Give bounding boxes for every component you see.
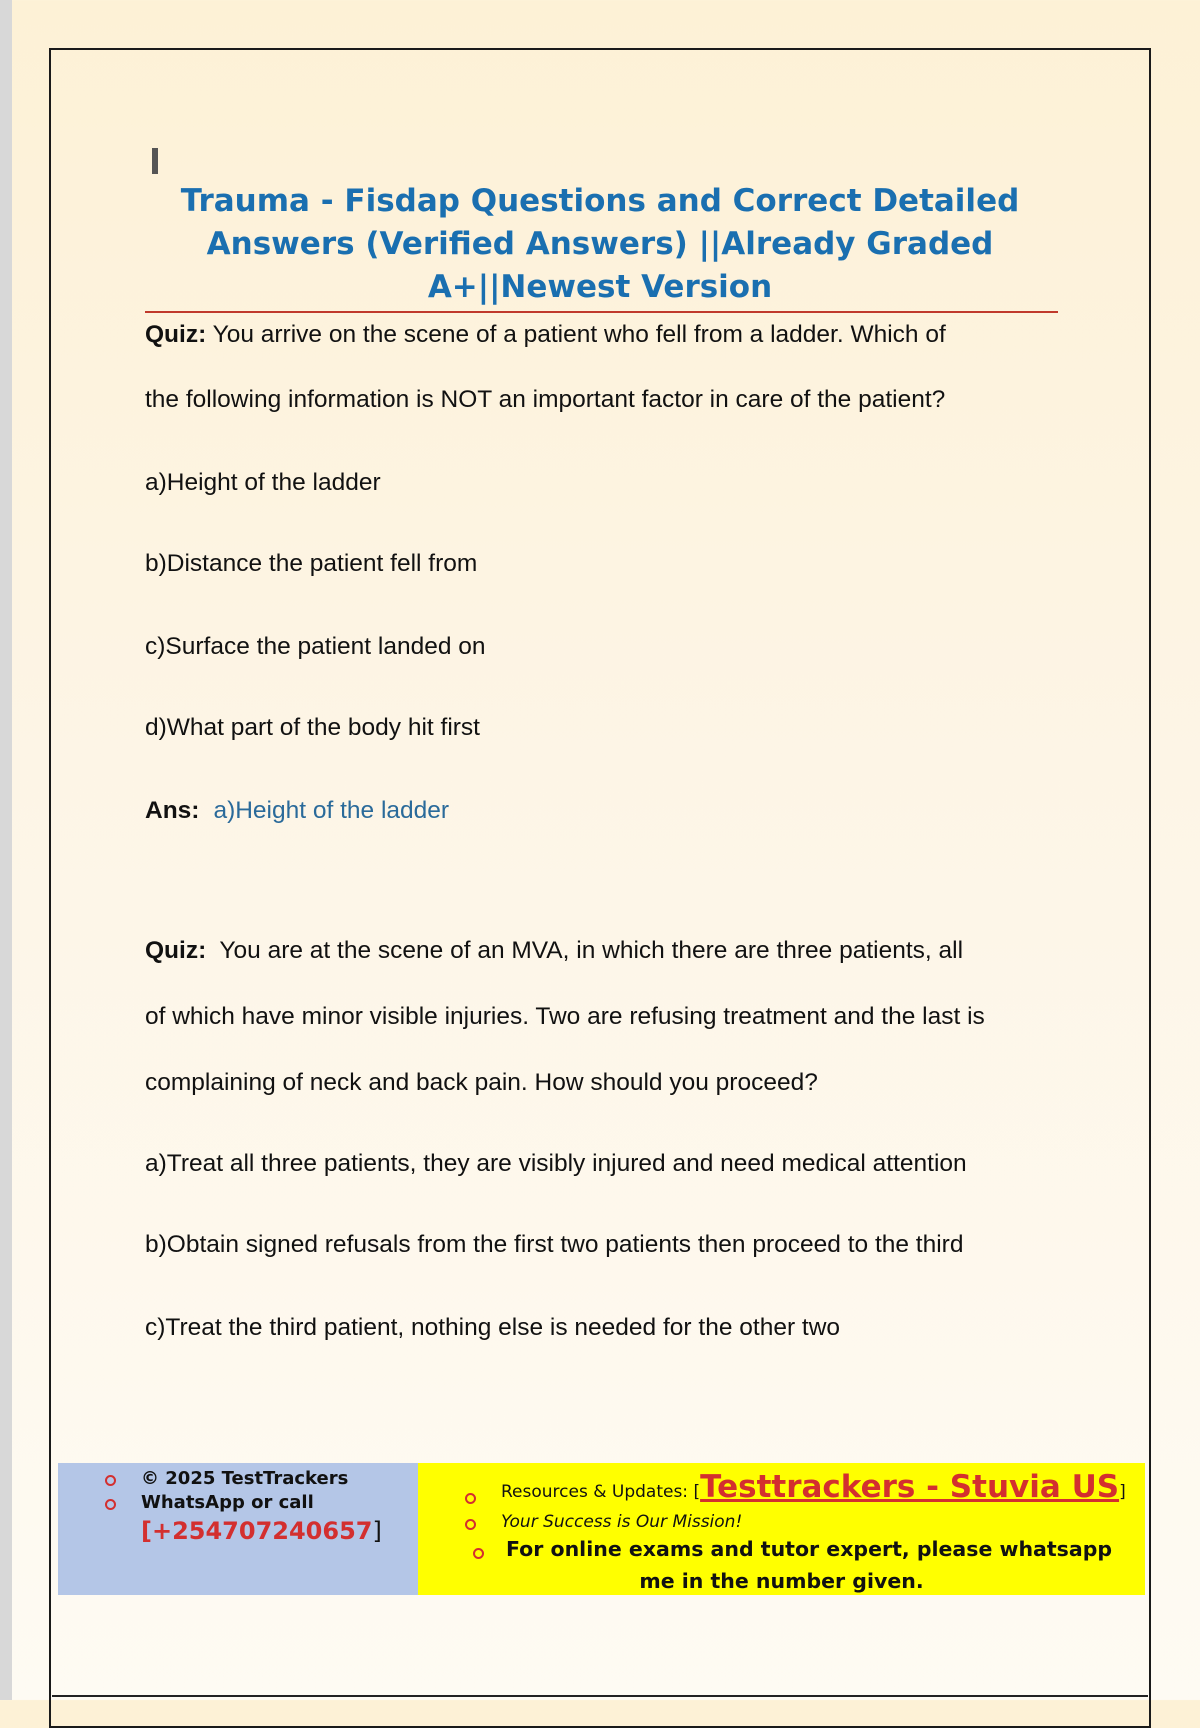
- page-bottom-border: [52, 1695, 1148, 1697]
- mission-text: Your Success is Our Mission!: [501, 1512, 743, 1532]
- bullet-icon: [465, 1493, 476, 1504]
- stuvia-link[interactable]: Testtrackers - Stuvia US: [700, 1469, 1120, 1505]
- footer-promo-panel: [418, 1463, 1145, 1595]
- phone-line: [+254707240657]: [141, 1517, 382, 1545]
- text-cursor-icon: [152, 148, 158, 174]
- title-divider: [145, 311, 1058, 313]
- copyright-text: © 2025 TestTrackers: [141, 1468, 349, 1489]
- quiz1-question-line2: the following information is NOT an important factor in care of the patient?: [145, 386, 946, 413]
- bullet-icon: [465, 1519, 476, 1530]
- footer-banner: [58, 1463, 1145, 1595]
- quiz1-option-b: b)Distance the patient fell from: [145, 550, 478, 577]
- viewer-edge: [0, 0, 12, 1700]
- whatsapp-label: WhatsApp or call: [141, 1492, 314, 1513]
- quiz2-option-a: a)Treat all three patients, they are visibly injured and need medical attention: [145, 1150, 967, 1177]
- quiz2-question-line1: Quiz: You are at the scene of an MVA, in which there are three patients, all: [145, 937, 964, 964]
- bullet-icon: [473, 1548, 484, 1559]
- tutor-line2: me in the number given.: [639, 1569, 924, 1593]
- answer-label: Ans:: [145, 797, 200, 824]
- footer-contact-panel: [58, 1463, 418, 1595]
- quiz2-label: Quiz:: [145, 937, 207, 964]
- bullet-icon: [105, 1475, 116, 1486]
- quiz1-answer: [145, 797, 449, 825]
- resources-line: Resources & Updates: [Testtrackers - Stuvia US]: [501, 1469, 1126, 1505]
- quiz1-option-d: d)What part of the body hit first: [145, 714, 480, 741]
- quiz1-option-c: c)Surface the patient landed on: [145, 633, 486, 660]
- tutor-line1: For online exams and tutor expert, please whatsapp: [506, 1537, 1113, 1561]
- quiz2-question-line2: of which have minor visible injuries. Two are refusing treatment and the last is: [145, 1003, 985, 1030]
- quiz1-option-a: a)Height of the ladder: [145, 469, 381, 496]
- bullet-icon: [105, 1499, 116, 1510]
- quiz1-label: Quiz:: [145, 321, 207, 348]
- answer-text: a)Height of the ladder: [213, 797, 450, 824]
- phone-number[interactable]: +254707240657: [151, 1517, 373, 1545]
- quiz2-option-b: b)Obtain signed refusals from the first two patients then proceed to the third: [145, 1231, 964, 1258]
- quiz2-option-c: c)Treat the third patient, nothing else is needed for the other two: [145, 1314, 841, 1341]
- quiz1-question-line1: Quiz: You arrive on the scene of a patient who fell from a ladder. Which of: [145, 321, 946, 348]
- quiz2-question-line3: complaining of neck and back pain. How should you proceed?: [145, 1069, 818, 1096]
- document-title: Trauma - Fisdap Questions and Correct Detailed Answers (Verified Answers) ||Already Graded A+||Newest Version: [180, 183, 1020, 305]
